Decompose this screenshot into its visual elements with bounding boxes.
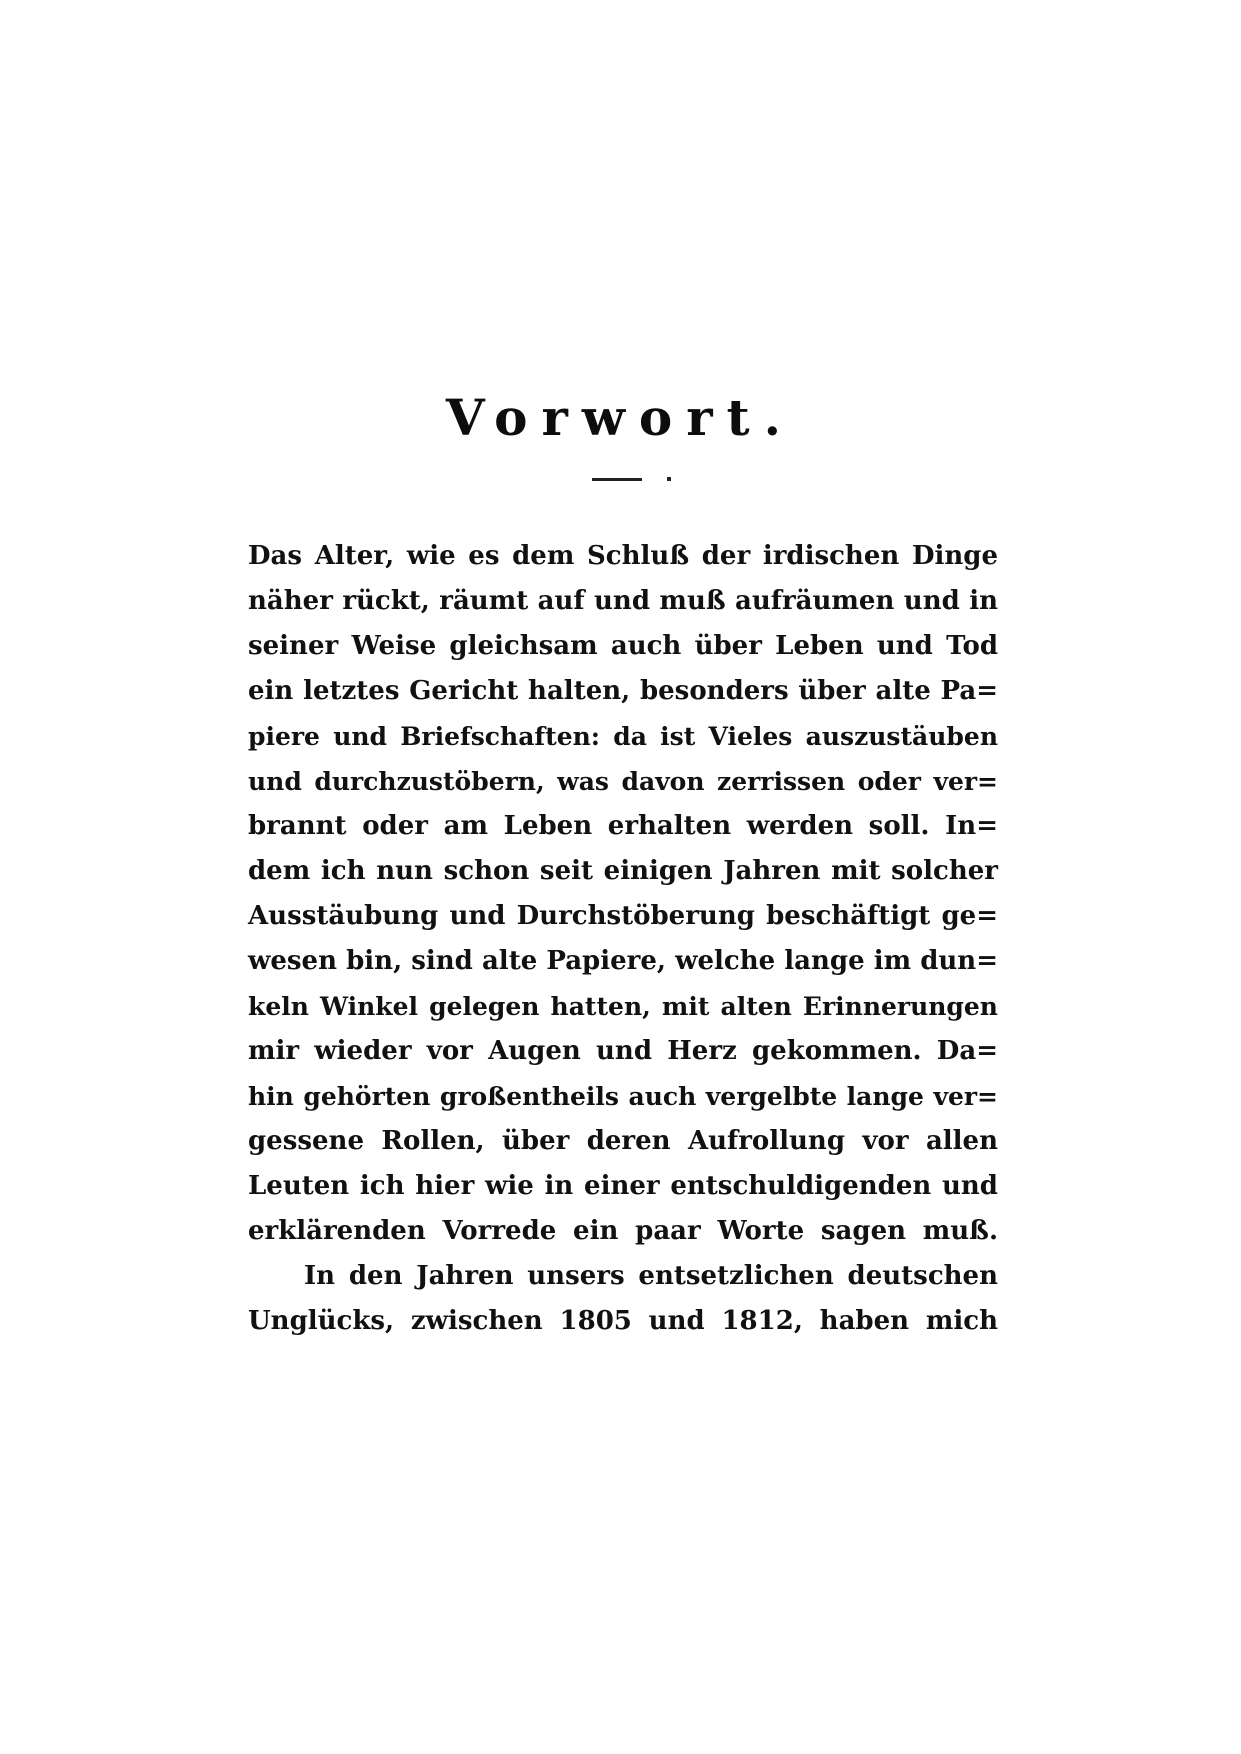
text-line: seiner Weise gleichsam auch über Leben und Tod [248, 631, 998, 661]
text-line: Leuten ich hier wie in einer entschuldigenden und [248, 1171, 998, 1201]
text-line: näher rückt, räumt auf und muß aufräumen und in [248, 586, 998, 616]
body-text [248, 534, 998, 1344]
text-line: dem ich nun schon seit einigen Jahren mit solcher [248, 856, 998, 886]
text-line: mir wieder vor Augen und Herz gekommen. Da= [248, 1036, 998, 1066]
title-rule-dot [667, 477, 671, 481]
text-line: Ausstäubung und Durchstöberung beschäftigt ge= [248, 901, 998, 931]
text-line: Das Alter, wie es dem Schluß der irdischen Dinge [248, 541, 998, 571]
text-line: wesen bin, sind alte Papiere, welche lange im dun= [248, 946, 998, 976]
text-line: keln Winkel gelegen hatten, mit alten Erinnerungen [248, 992, 998, 1021]
title-rule [592, 478, 642, 481]
text-line: brannt oder am Leben erhalten werden soll. In= [248, 811, 998, 841]
text-line: Unglücks, zwischen 1805 und 1812, haben mich [248, 1306, 998, 1336]
page-title: Vorwort. [445, 388, 796, 447]
text-line: gessene Rollen, über deren Aufrollung vor allen [248, 1126, 998, 1156]
text-line: hin gehörten großentheils auch vergelbte lange ver= [248, 1082, 998, 1111]
text-line: ein letztes Gericht halten, besonders über alte Pa= [248, 676, 998, 706]
text-line: und durchzustöbern, was davon zerrissen oder ver= [248, 767, 998, 796]
text-line: In den Jahren unsers entsetzlichen deutschen [304, 1261, 998, 1291]
text-line: piere und Briefschaften: da ist Vieles auszustäuben [248, 722, 998, 751]
text-line: erklärenden Vorrede ein paar Worte sagen muß. [248, 1216, 998, 1246]
